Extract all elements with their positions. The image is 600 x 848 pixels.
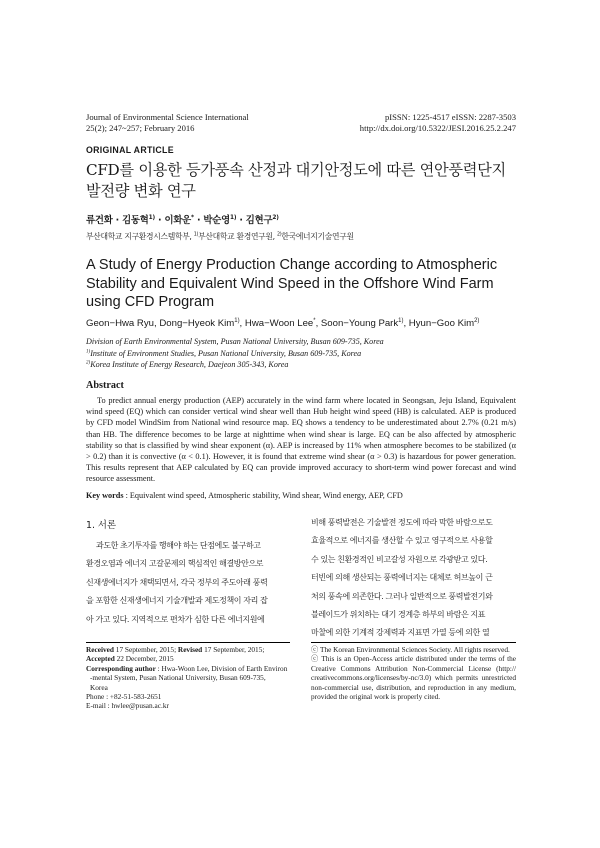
affil-mark: 1) (193, 232, 199, 238)
author-affil-mark: * (313, 317, 316, 324)
korean-author: 김동혁 (122, 215, 149, 226)
body-line: 을 포함한 신재생에너지 기술개발과 제도정책이 자리 잡 (86, 596, 268, 606)
corresponding-text-line: -mental System, Pusan National University, Busan 609-735, (90, 673, 266, 683)
english-title (86, 256, 526, 312)
author-separator: · (236, 215, 246, 226)
author-separator: · (193, 215, 204, 226)
body-line: 과도한 초기투자를 행해야 하는 단점에도 불구하고 (96, 541, 261, 550)
korean-author: 이화운 (164, 215, 192, 226)
journal-issn: pISSN: 1225-4517 eISSN: 2287-3503 (384, 112, 516, 122)
received-label: Received (86, 645, 114, 654)
korean-title-line-1: CFD를 이용한 등가풍속 산정과 대기안정도에 따른 연안풍력단지 (86, 161, 506, 179)
english-author: Geon−Hwa Ryu (86, 318, 154, 329)
journal-name: Journal of Environmental Science International (86, 112, 249, 122)
body-line: 환경오염과 에너지 고갈문제의 핵심적인 해결방안으로 (86, 559, 264, 569)
body-line: 터빈에 의해 생산되는 풍력에너지는 대체로 허브높이 근 (311, 573, 493, 583)
accepted-label: Accepted (86, 654, 115, 664)
author-affil-mark: 1) (398, 317, 404, 324)
article-type: ORIGINAL ARTICLE (86, 145, 174, 155)
journal-doi[interactable]: http://dx.doi.org/10.5322/JESI.2016.25.2.247 (359, 123, 516, 133)
korean-author: 김현구 (245, 215, 273, 226)
corresponding-text: : Hwa-Woon Lee, Division of Earth Environ (155, 663, 288, 673)
author-affil-mark: 1) (234, 317, 240, 324)
korean-affiliation: 한국에너지기술연구원 (281, 232, 354, 241)
affil-mark: 1) (86, 349, 91, 355)
corresponding-label: Corresponding author (86, 663, 156, 673)
journal-identifiers (360, 112, 516, 134)
footer-divider (311, 642, 516, 643)
body-line: 아 가고 있다. 지역적으로 편차가 심한 다른 에너지원에 (86, 614, 265, 624)
keywords-text: : Equivalent wind speed, Atmospheric stability, Wind shear, Wind energy, AEP, CFD (123, 491, 403, 500)
korean-title-line-2: 발전량 변화 연구 (86, 182, 196, 200)
english-author: Dong−Hyeok Kim (159, 318, 235, 329)
korean-title (86, 160, 516, 202)
author-affil-mark: 2) (474, 317, 480, 324)
revised-label: Revised (177, 645, 203, 654)
english-affiliations (86, 336, 384, 371)
journal-info (86, 112, 249, 134)
korean-author: 박순영 (203, 215, 230, 226)
corresponding-email[interactable]: E-mail : hwlee@pusan.ac.kr (86, 701, 169, 711)
author-affil-mark: 2) (272, 214, 279, 221)
corresponding-text-line: Korea (90, 682, 108, 692)
abstract-heading: Abstract (86, 380, 124, 391)
author-separator: · (112, 215, 123, 226)
affil-mark: 2) (277, 232, 282, 238)
body-line: 효율적으로 에너지를 생산할 수 있고 영구적으로 사용할 (311, 536, 493, 546)
body-line: 수 있는 친환경적인 비고갈성 자원으로 각광받고 있다. (311, 554, 488, 564)
english-affiliation (86, 359, 384, 371)
copyright-line: ⓒ The Korean Environmental Sciences Society. All rights reserved. (311, 645, 510, 654)
body-line: 블레이드가 위치하는 대기 경계층 하부의 바람은 지표 (311, 610, 486, 620)
abstract-body: To predict annual energy production (AEP) accurately in the wind farm where located in Seongsan, Jeju Island, Equivalent wind speed (EQ) which can consider vertical wind shear well than Hub height wind speed (HB) is calculated. AEP is produced by CFD model WindSim from National wind resource map. EQ shows a tendency to be underestimated about 2.7% (0.21 m/s) than HB. The difference becomes to be large at nighttime when wind shear is large. EQ can be also affected by atmospheric stability so that is classified by wind shear exponent (α). AEP is increased by 11% when atmosphere becomes to be stabilized (α > 0.2) than it is convective (α < 0.1). However, it is found that extreme wind shear (α > 0.3) is hazardous for power generation. This results represent that AEP calculated by EQ can provide improved accuracy to short-term wind power forecast and wind resource assessment. (86, 396, 516, 484)
english-author: Hyun−Goo Kim (408, 318, 475, 329)
english-affiliation-text: Division of Earth Environmental System, Pusan National University, Busan 609-735, Korea (86, 337, 384, 346)
author-affil-mark: 1) (148, 214, 155, 221)
journal-volume-pages: 25(2); 247~257; February 2016 (86, 123, 195, 133)
korean-author: 류건화 (86, 215, 113, 226)
body-line: 처의 풍속에 의존한다. 그러나 일반적으로 풍력발전기와 (311, 591, 493, 601)
korean-authors (86, 212, 279, 226)
english-title-line-2: Stability and Equivalent Wind Speed in the Offshore Wind Farm (86, 275, 494, 292)
footer-divider (86, 642, 290, 643)
english-author: Soon−Young Park (320, 318, 399, 329)
received-date: 17 September, 2015; (113, 645, 178, 654)
english-author: Hwa−Woon Lee (244, 318, 314, 329)
body-column-right (311, 514, 515, 643)
english-affiliation (86, 348, 384, 360)
body-line: 비해 풍력발전은 기술발전 정도에 따라 막한 바람으로도 (311, 518, 493, 527)
english-affiliation-text: Institute of Environment Studies, Pusan National University, Busan 609-735, Korea (90, 348, 362, 358)
korean-affiliation: 부산대학교 지구환경시스템학부, (86, 232, 194, 241)
section-heading: 1. 서론 (86, 520, 117, 531)
revised-date: 17 September, 2015; (202, 645, 265, 654)
korean-affiliations (86, 231, 354, 242)
author-affil-mark: 1) (229, 214, 237, 221)
accepted-date: 22 December, 2015 (114, 654, 174, 664)
author-separator: · (154, 215, 165, 226)
article-history (86, 645, 296, 711)
english-authors: Geon−Hwa Ryu, Dong−Hyeok Kim$^{1)}$, Hwa−Woon Lee*, Soon−Young Park$^{1)}$, Hyun−Goo Kim$^{2)}$ (86, 317, 480, 329)
english-title-line-1: A Study of Energy Production Change according to Atmospheric (86, 257, 498, 273)
license-text: ⓒ This is an Open-Access article distributed under the terms of the Creative Commons Attribution Non-Commercial License (http:// creativecommons.org/licenses/by-nc/3.0) which permits unrestricted non-commercial use, distribution, and reproduction in any medium, provided the original work is properly cited. (311, 654, 516, 702)
english-affiliation (86, 336, 384, 348)
keywords (86, 491, 403, 500)
author-affil-mark: * (191, 214, 194, 221)
body-line: 신재생에너지가 채택되면서, 각국 정부의 주도아래 풍력 (86, 577, 268, 587)
english-title-line-3: using CFD Program (86, 294, 215, 310)
affil-mark: 2) (86, 360, 91, 366)
english-affiliation-text: Korea Institute of Energy Research, Daejeon 305-343, Korea (90, 360, 289, 370)
body-line: 마찰에 의한 기계적 강제력과 지표면 가열 등에 의한 열 (311, 628, 490, 638)
korean-affiliation: 부산대학교 환경연구원, (198, 232, 277, 241)
copyright-notice (311, 645, 516, 701)
corresponding-phone: Phone : +82-51-583-2651 (86, 692, 162, 702)
body-column-left (86, 537, 290, 629)
keywords-label: Key words (86, 491, 124, 500)
